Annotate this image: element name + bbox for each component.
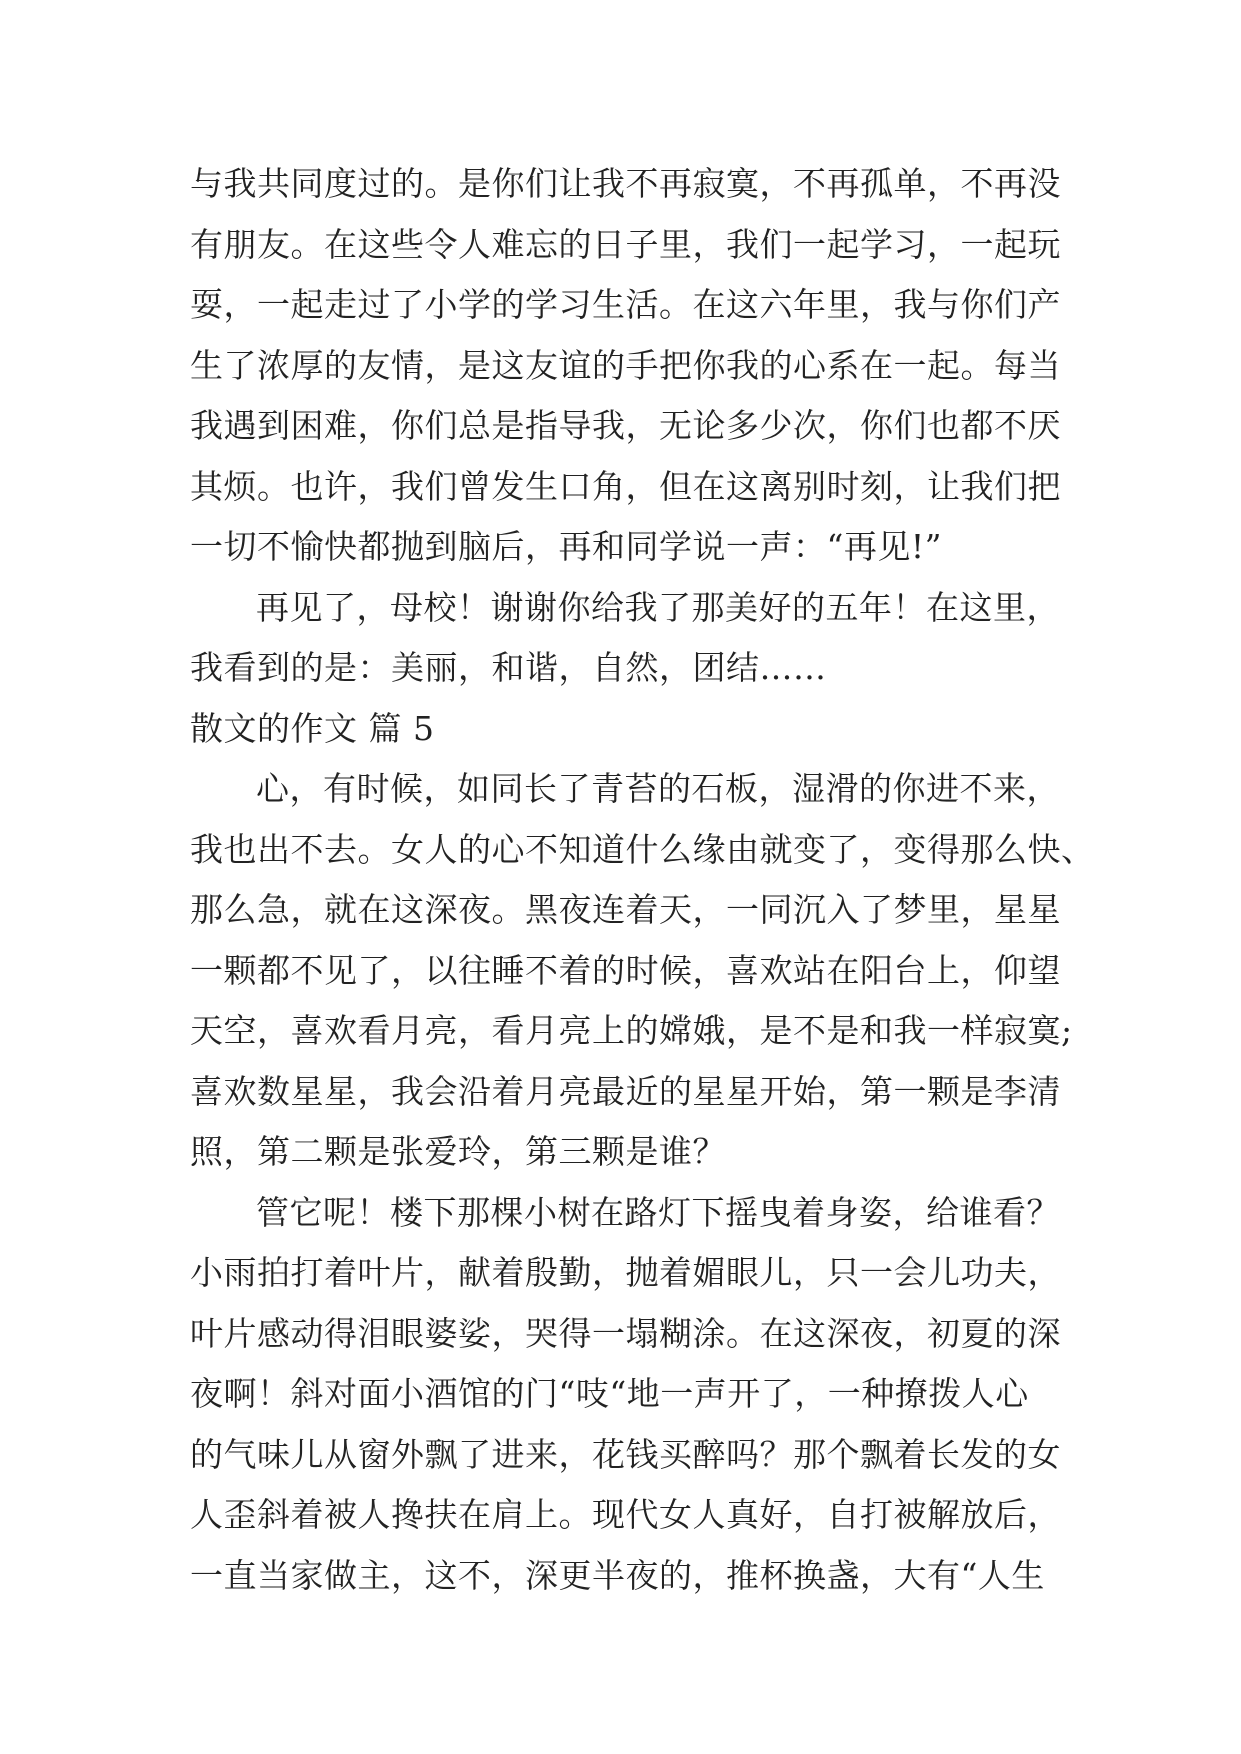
text-line: 夜啊！斜对面小酒馆的门“吱“地一声开了，一种撩拨人心 (190, 1374, 1029, 1413)
text-line: 小雨拍打着叶片，献着殷勤，抛着媚眼儿，只一会儿功夫， (190, 1253, 1061, 1292)
text-line: 叶片感动得泪眼婆娑，哭得一塌糊涂。在这深夜，初夏的深 (190, 1313, 1061, 1353)
paragraph (190, 154, 1070, 578)
text-line: 耍，一起走过了小学的学习生活。在这六年里，我与你们产 (190, 285, 1061, 324)
paragraph (190, 759, 1095, 1183)
text-line: 心，有时候，如同长了青苔的石板，湿滑的你进不来， (256, 769, 1060, 808)
text-line: 一颗都不见了，以往睡不着的时候，喜欢站在阳台上，仰望 (190, 950, 1061, 990)
text-line: 与我共同度过的。是你们让我不再寂寞，不再孤单，不再没 (190, 164, 1061, 203)
paragraph (190, 578, 1070, 699)
text-line: 天空，喜欢看月亮，看月亮上的嫦娥，是不是和我一样寂寞; (190, 1011, 1073, 1050)
text-line: 我遇到困难，你们总是指导我，无论多少次，你们也都不厌 (190, 406, 1061, 445)
text-line: 生了浓厚的友情，是这友谊的手把你我的心系在一起。每当 (190, 345, 1061, 385)
text-line: 一切不愉快都抛到脑后，再和同学说一声：“再见!” (190, 527, 943, 566)
text-line: 那么急，就在这深夜。黑夜连着天，一同沉入了梦里，星星 (190, 890, 1061, 929)
text-line: 照，第二颗是张爱玲，第三颗是谁？ (190, 1132, 726, 1171)
text-line: 管它呢！楼下那棵小树在路灯下摇曳着身姿，给谁看？ (256, 1192, 1060, 1232)
text-line: 喜欢数星星，我会沿着月亮最近的星星开始，第一颗是李清 (190, 1071, 1061, 1111)
text-line: 人歪斜着被人搀扶在肩上。现代女人真好，自打被解放后， (190, 1495, 1061, 1534)
text-line: 有朋友。在这些令人难忘的日子里，我们一起学习，一起玩 (190, 224, 1061, 264)
text-line: 再见了，母校！谢谢你给我了那美好的五年！在这里， (256, 587, 1060, 627)
text-line: 我看到的是：美丽，和谐，自然，团结…… (190, 648, 827, 687)
heading-text: 散文的作文 篇 5 (190, 708, 435, 748)
document-body (190, 154, 1095, 1606)
paragraph (190, 1183, 1070, 1607)
text-line: 一直当家做主，这不，深更半夜的，推杯换盏，大有“人生 (190, 1555, 1045, 1595)
text-line: 我也出不去。女人的心不知道什么缘由就变了，变得那么快、 (190, 829, 1095, 869)
text-line: 的气味儿从窗外飘了进来，花钱买醉吗？那个飘着长发的女 (190, 1434, 1061, 1474)
text-line: 其烦。也许，我们曾发生口角，但在这离别时刻，让我们把 (190, 466, 1061, 506)
section-heading (190, 699, 1070, 760)
